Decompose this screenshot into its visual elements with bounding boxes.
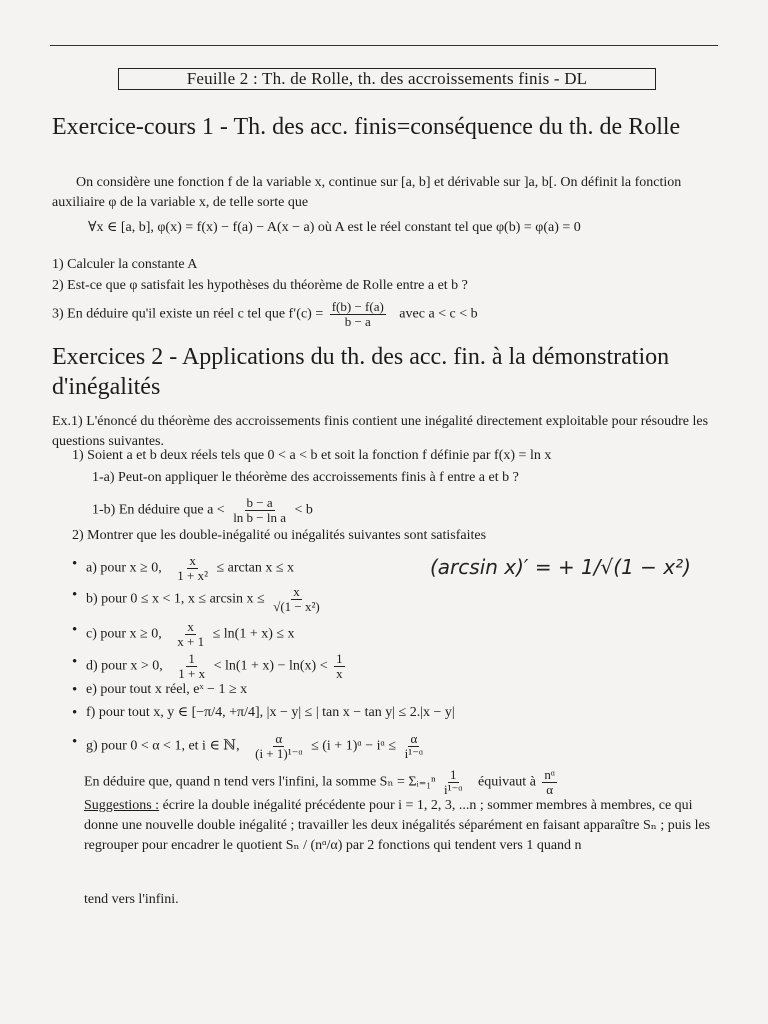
handwritten-note: (arcsin x)′ = + 1/√(1 − x²): [430, 555, 691, 579]
item-b: • b) pour 0 ≤ x < 1, x ≤ arcsin x ≤ $\frac{x}{\text{√(1 − x²)}}$: [86, 585, 325, 614]
exercise2-q1: 1) Soient a et b deux réels tels que 0 < a < b et soit la fonction f définie par f(x) = ln x: [72, 448, 552, 463]
fraction: $\frac{x}{\text{√(1 − x²)}}$: [273, 584, 320, 614]
suggestions: Suggestions : écrire la double inégalité précédente pour i = 1, 2, 3, ...n ; sommer membres à membres, ce qui donne une nouvelle double inégalité ; travailler les deux inégalités séparément en faisant apparaître Sₙ ; puis les regrouper pour encadrer le quotient Sₙ / (nᵅ/α) par 2 fonctions qui tendent vers 1 quand n: [84, 798, 711, 853]
fraction: $\frac{1}{1 + x}$: [178, 651, 206, 681]
exercise1-title: Exercice-cours 1 - Th. des acc. finis=conséquence du th. de Rolle: [52, 114, 681, 140]
exercise2-q1b: 1-b) En déduire que a < $\frac{b - a}{\text{ln b − ln a}}$ < b: [92, 495, 313, 525]
exercise1-intro: On considère une fonction f de la variable x, continue sur [a, b] et dérivable sur ]a, b[. On définit la fonction auxiliaire φ de la variable x, de telle sorte que: [52, 175, 682, 210]
fraction: $\frac{b - a}{\text{ln b − ln a}}$: [233, 495, 287, 525]
fraction: $\frac{1}{\text{i¹⁻ᵅ}}$: [444, 767, 463, 797]
item-d: • d) pour x > 0, $\frac{1}{1 + x}$ < ln(1 + x) − ln(x) < $\frac{1}{x}$: [86, 652, 348, 681]
suggestions-end: tend vers l'infini.: [84, 892, 179, 907]
fraction: $\frac{\alpha}{\text{i¹⁻ᵅ}}$: [404, 731, 424, 761]
item-e: • e) pour tout x réel, eˣ − 1 ≥ x: [86, 680, 247, 700]
fraction: $\frac{1}{x}$: [336, 651, 343, 681]
exercise2-q2: 2) Montrer que les double-inégalité ou inégalités suivantes sont satisfaites: [72, 528, 487, 543]
exercise1-q3: 3) En déduire qu'il existe un réel c tel que f′(c) = $\frac{f(b) - f(a)}{b - a}$ avec a < c < b: [52, 299, 478, 329]
fraction: $\frac{f(b) - f(a)}{b - a}$: [331, 299, 384, 329]
sheet-title: Feuille 2 : Th. de Rolle, th. des accroissements finis - DL: [118, 68, 656, 90]
fraction: $\frac{x}{\text{1 + x²}}$: [177, 553, 208, 583]
deduce-sum: En déduire que, quand n tend vers l'infini, la somme Sₙ = Σᵢ₌₁ⁿ $\frac{1}{\text{i¹⁻ᵅ}}$ équivaut à $\frac{\text{nᵅ}}{\alpha}$: [84, 767, 555, 797]
exercise2-intro: Ex.1) L'énoncé du théorème des accroissements finis contient une inégalité directement exploitable pour résoudre les questions suivantes.: [52, 414, 709, 449]
exercise1-formula: ∀x ∈ [a, b], φ(x) = f(x) − f(a) − A(x − a) où A est le réel constant tel que φ(b) = φ(a) = 0: [88, 220, 581, 235]
item-f: • f) pour tout x, y ∈ [−π/4, +π/4], |x − y| ≤ | tan x − tan y| ≤ 2.|x − y|: [86, 703, 455, 723]
exercise1-q1: 1) Calculer la constante A: [52, 257, 198, 272]
item-c: • c) pour x ≥ 0, $\frac{x}{x + 1}$ ≤ ln(1 + x) ≤ x: [86, 620, 295, 649]
exercise2-title: Exercices 2 - Applications du th. des acc. fin. à la démonstration d'inégalités: [52, 344, 670, 400]
exercise2-q1a: 1-a) Peut-on appliquer le théorème des accroissements finis à f entre a et b ?: [92, 470, 519, 485]
fraction: $\frac{\text{nᵅ}}{\alpha}$: [544, 767, 555, 797]
exercise1-q2: 2) Est-ce que φ satisfait les hypothèses du théorème de Rolle entre a et b ?: [52, 278, 468, 293]
item-g: • g) pour 0 < α < 1, et i ∈ ℕ, $\frac{\alpha}{\text{(i + 1)¹⁻ᵅ}}$ ≤ (i + 1)ᵅ − iᵅ ≤ $\frac{\alpha}{\text{i¹⁻ᵅ}}$: [86, 732, 428, 761]
top-rule: [50, 45, 718, 46]
item-a: • a) pour x ≥ 0, $\frac{x}{\text{1 + x²}}$ ≤ arctan x ≤ x: [86, 554, 294, 583]
fraction: $\frac{x}{x + 1}$: [177, 619, 205, 649]
suggestions-label: Suggestions :: [84, 798, 160, 813]
fraction: $\frac{\alpha}{\text{(i + 1)¹⁻ᵅ}}$: [255, 731, 303, 761]
